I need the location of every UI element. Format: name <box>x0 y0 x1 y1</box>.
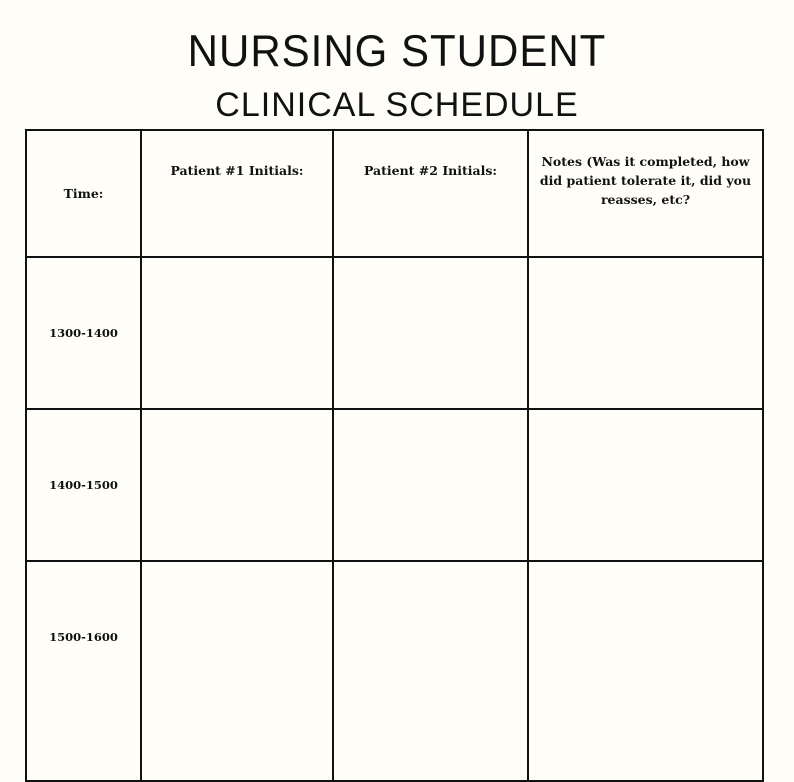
header-notes: Notes (Was it completed, how did patient tolerate it, did you reasses, etc? <box>528 130 763 257</box>
table-row <box>26 257 763 409</box>
patient-2-cell[interactable] <box>333 257 528 409</box>
patient-2-cell[interactable] <box>333 409 528 561</box>
patient-2-cell[interactable] <box>333 561 528 781</box>
patient-1-cell[interactable] <box>141 409 333 561</box>
notes-cell[interactable] <box>528 409 763 561</box>
table-row <box>26 561 763 781</box>
notes-cell[interactable] <box>528 561 763 781</box>
page-title: NURSING STUDENT <box>187 26 607 76</box>
schedule-table <box>25 129 764 782</box>
time-cell: 1400-1500 <box>26 409 141 561</box>
page-subtitle: CLINICAL SCHEDULE <box>215 86 579 124</box>
notes-cell[interactable] <box>528 257 763 409</box>
header-patient-1: Patient #1 Initials: <box>141 130 333 257</box>
patient-1-cell[interactable] <box>141 561 333 781</box>
header-row <box>26 130 763 257</box>
time-cell: 1500-1600 <box>26 561 141 781</box>
table-row <box>26 409 763 561</box>
patient-1-cell[interactable] <box>141 257 333 409</box>
header-patient-2: Patient #2 Initials: <box>333 130 528 257</box>
header-time: Time: <box>26 130 141 257</box>
time-cell: 1300-1400 <box>26 257 141 409</box>
